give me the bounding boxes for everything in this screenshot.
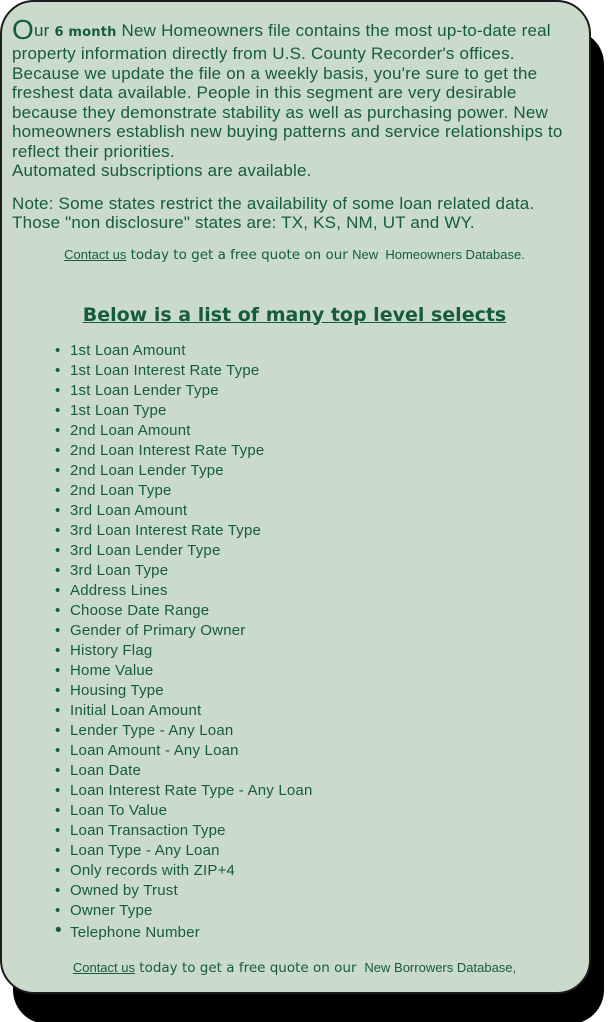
contact-bottom-middle-text: today to get a free quote on our [135, 959, 361, 976]
list-item: • History Flag [55, 641, 577, 661]
list-item: • Loan Amount - Any Loan [55, 741, 577, 761]
list-item: • Housing Type [55, 681, 577, 701]
list-item: • Address Lines [55, 581, 577, 601]
list-item: • 1st Loan Amount [55, 341, 577, 361]
contact-bottom-line [12, 960, 577, 991]
list-item: • 3rd Loan Lender Type [55, 541, 577, 561]
contact-us-link-bottom[interactable]: Contact us [72, 959, 135, 975]
intro-body-text: New Homeowners file contains the most up-to-date real property information directly from U.S. County Recorder's offices. Because we update the file on a weekly basis, you're sure to get the freshest data available. People in this segment are very desirable because they demonstrate stability as well as purchasing power. New homeowners establish new buying patterns and service relationships to reflect their priorities. [12, 21, 563, 161]
intro-lead: ur [33, 21, 55, 40]
intro-drop-cap: O [12, 14, 34, 45]
selects-heading: Below is a list of many top level selects [82, 303, 507, 326]
list-item: • Loan Type - Any Loan [55, 841, 577, 861]
list-item: • 1st Loan Lender Type [55, 381, 577, 401]
list-item: • Telephone Number [55, 923, 577, 943]
list-item: • Loan Date [55, 761, 577, 781]
list-item: • Loan Transaction Type [55, 821, 577, 841]
list-item: • Loan To Value [55, 801, 577, 821]
list-item: • 2nd Loan Type [55, 481, 577, 501]
list-item: • Gender of Primary Owner [55, 621, 577, 641]
intro-paragraph [12, 16, 577, 181]
list-item: • Loan Interest Rate Type - Any Loan [55, 781, 577, 801]
list-item: • Home Value [55, 661, 577, 681]
list-item: • Only records with ZIP+4 [55, 861, 577, 881]
intro-subscriptions-line: Automated subscriptions are available. [12, 161, 312, 180]
list-item: • 3rd Loan Amount [55, 501, 577, 521]
list-item: • Owned by Trust [55, 881, 577, 901]
list-item: • 2nd Loan Lender Type [55, 461, 577, 481]
list-item: • 2nd Loan Interest Rate Type [55, 441, 577, 461]
contact-bottom-product-text: New Borrowers Database, [360, 959, 517, 975]
top-level-selects-list [55, 341, 577, 943]
list-item: • Choose Date Range [55, 601, 577, 621]
note-paragraph: Note: Some states restrict the availability of some loan related data. Those "non disclosure" states are: TX, KS, NM, UT and WY. [12, 193, 535, 232]
contact-us-link-top[interactable]: Contact us [64, 246, 127, 262]
list-item: • 3rd Loan Type [55, 561, 577, 581]
list-item: • 1st Loan Interest Rate Type [55, 361, 577, 381]
list-item: • Owner Type [55, 901, 577, 921]
list-item: • 1st Loan Type [55, 401, 577, 421]
intro-bold-phrase: 6 month [54, 25, 117, 40]
list-item: • 2nd Loan Amount [55, 421, 577, 441]
list-item: • Lender Type - Any Loan [55, 721, 577, 741]
list-item: • 3rd Loan Interest Rate Type [55, 521, 577, 541]
contact-top-line [12, 247, 577, 278]
contact-top-product-text: New Homeowners Database. [352, 246, 525, 262]
contact-top-middle-text: today to get a free quote on our [126, 246, 353, 263]
list-item: • Initial Loan Amount [55, 701, 577, 721]
